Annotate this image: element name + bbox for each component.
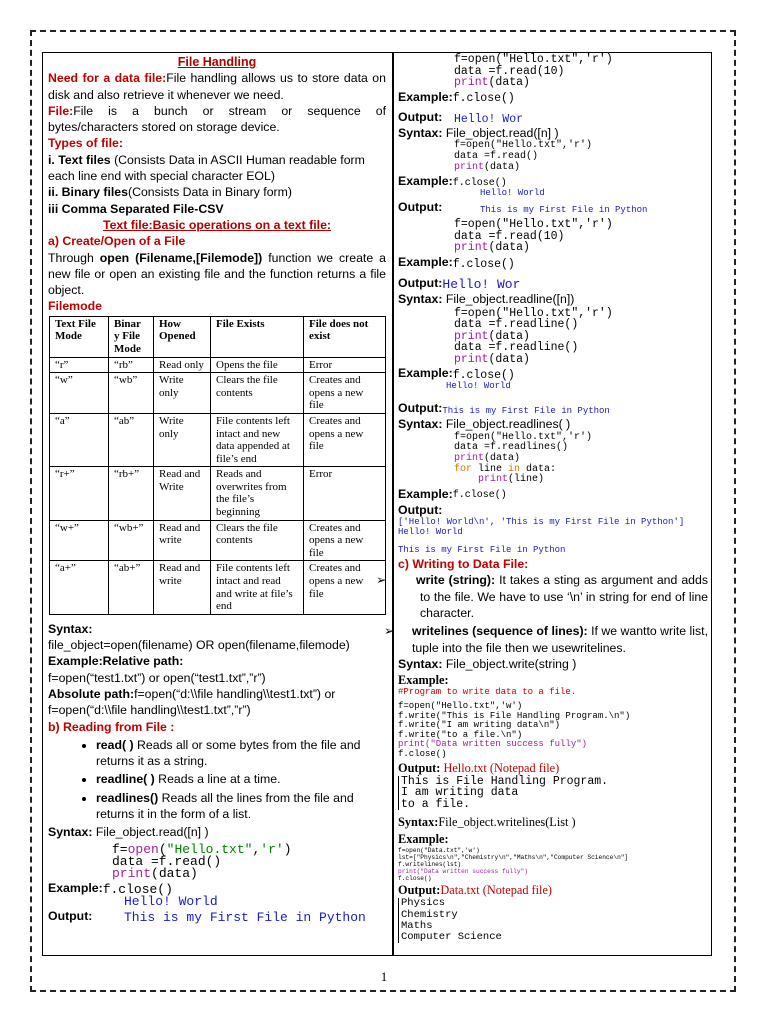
table-cell: Write only <box>154 373 211 414</box>
table-cell: Read only <box>154 357 211 373</box>
pointer-icon: ➢ <box>384 624 395 639</box>
table-row <box>50 520 386 561</box>
page-number: 1 <box>380 969 388 984</box>
example-row: Example: f.close() <box>398 89 515 106</box>
writing-heading: c) Writing to Data File: <box>398 557 529 572</box>
table-cell: Read and write <box>154 520 211 561</box>
write-description: ➢ write (string): It takes a sting as argument and adds to the file. We have to use ‘\n’ in string for end of line character. <box>376 573 708 620</box>
relative-path-label: Example:Relative path: <box>48 654 184 669</box>
output-line: ['Hello! World\n', 'This is my First File in Python'] <box>398 517 685 528</box>
table-header-row <box>50 316 386 357</box>
syntax-readline: Syntax: File_object.readline([n]) <box>398 292 575 307</box>
table-row <box>50 373 386 414</box>
read-code-block: f=open("Hello.txt",'r') data =f.read() print(data) <box>112 841 292 881</box>
output-line: Hello! World <box>446 380 511 391</box>
reading-methods-list <box>48 737 386 822</box>
file-paragraph: File:File is a bunch or stream or sequence of bytes/characters stored on storage device. <box>48 103 386 135</box>
type-binary-files: ii. Binary files(Consists Data in Binary form) <box>48 185 292 200</box>
table-cell: “rb” <box>109 357 154 373</box>
example-row: Example: f.close() <box>398 486 507 502</box>
list-item: • readlines() Reads all the lines from the file and returns it in the form of a list. <box>96 790 386 823</box>
table-cell: Creates and opens a new file <box>304 561 386 614</box>
output-line: This is my First File in Python <box>398 545 566 556</box>
table-cell: File contents left intact and new data appended at file’s end <box>211 413 304 466</box>
output-line: Hello! World <box>480 188 545 199</box>
table-row <box>50 561 386 614</box>
table-cell: “ab” <box>109 413 154 466</box>
table-cell: “wb” <box>109 373 154 414</box>
table-cell: “rb+” <box>109 467 154 520</box>
table-header: How Opened <box>154 316 211 357</box>
notepad-output: This is File Handling Program. I am writing data to a file. <box>398 776 708 811</box>
filemode-table <box>49 316 386 615</box>
read-example-row: Example: f.close() <box>48 880 173 897</box>
page-title: File Handling <box>177 55 257 69</box>
filemode-heading: Filemode <box>48 299 102 314</box>
code-comment: #Program to write data to a file. <box>398 687 577 698</box>
types-heading: Types of file: <box>48 136 123 151</box>
readlines-code-block: f=open("Hello.txt",'r') data =f.readlines() print(data) for line in data: print(line) <box>454 431 593 486</box>
syntax-write: Syntax: File_object.write(string ) <box>398 656 577 671</box>
write-output-heading: Output: Hello.txt (Notepad file) <box>398 760 560 775</box>
syntax-text: file_object=open(filename) OR open(filename,filemode) <box>48 638 350 653</box>
output-row: Output: This is my First File in Python <box>398 401 610 416</box>
create-open-heading: a) Create/Open of a File <box>48 234 186 249</box>
type-text-files: i. Text files (Consists Data in ASCII Human readable form each line end with special character EOL) <box>48 152 365 184</box>
table-cell: Creates and opens a new file <box>304 520 386 561</box>
read10-code-block-2: f=open("Hello.txt",'r') data =f.read(10) print(data) <box>454 218 613 255</box>
syntax-readlines: Syntax: File_object.readlines( ) <box>398 417 571 432</box>
output-row: Output: Hello! Wor <box>398 109 524 126</box>
table-cell: Error <box>304 357 386 373</box>
readline-code-block: f=open("Hello.txt",'r') data =f.readline() print(data) data =f.readline() print(data) <box>454 306 613 366</box>
write-example-label: Example: <box>398 673 449 688</box>
table-row <box>50 413 386 466</box>
read-syntax: Syntax: File_object.read([n] ) <box>48 825 209 840</box>
table-cell: Read and Write <box>154 467 211 520</box>
table-row <box>50 467 386 520</box>
read-output-line: Hello! World <box>124 893 218 909</box>
example-row: Example: f.close() <box>398 366 515 383</box>
example-row: Example: f.close() <box>398 254 515 271</box>
relative-path-text: f=open(“test1.txt”) or open(“test1.txt”,”r”) <box>48 670 266 685</box>
writelines-code-block: f=open("Data.txt",'w') lst=["Physics\n","Chemistry\n","Maths\n","Computer Science\n"] f.writelines(lst) print("Data written success fully") f.close() <box>398 847 629 882</box>
list-item: • read( ) Reads all or some bytes from the file and returns it as a string. <box>96 737 386 770</box>
table-cell: “w” <box>50 373 109 414</box>
table-cell: File contents left intact and read and write at file’s end <box>211 561 304 614</box>
column-divider <box>392 52 394 956</box>
type-csv: iii Comma Separated File-CSV <box>48 201 224 216</box>
table-cell: Creates and opens a new file <box>304 413 386 466</box>
table-cell: Creates and opens a new file <box>304 373 386 414</box>
writelines-description: ➢ writelines (sequence of lines): If we wantto write list, tuple into the file then we usewritelines. <box>384 624 708 655</box>
ops-title: Text file:Basic operations on a text file: <box>103 217 331 232</box>
output-line: Hello! World <box>398 526 463 537</box>
absolute-path-paragraph: Absolute path:f=open(“d:\\file handling\\test1.txt”) or f=open(“d:\\file handling\\test1.txt”,”r”) <box>48 687 336 718</box>
table-header: Binar y File Mode <box>109 316 154 357</box>
table-cell: Reads and overwrites from the file’s beginning <box>211 467 304 520</box>
table-cell: Clears the file contents <box>211 520 304 561</box>
reading-heading: b) Reading from File : <box>48 719 175 734</box>
table-cell: “a+” <box>50 561 109 614</box>
table-cell: “r+” <box>50 467 109 520</box>
table-cell: “wb+” <box>109 520 154 561</box>
read10-code-block: f=open("Hello.txt",'r') data =f.read(10) print(data) <box>454 53 613 89</box>
notepad-output: Physics Chemistry Maths Computer Science <box>398 898 708 943</box>
right-column <box>376 53 708 944</box>
pointer-icon: ➢ <box>376 573 387 588</box>
read-all-code-block: f=open("Hello.txt",'r') data =f.read() print(data) <box>454 140 593 173</box>
syntax-writelines: Syntax:File_object.writelines(List ) <box>398 815 576 830</box>
table-cell: Clears the file contents <box>211 373 304 414</box>
table-cell: Read and write <box>154 561 211 614</box>
list-item: • readline( ) Reads a line at a time. <box>96 771 386 787</box>
table-cell: “ab+” <box>109 561 154 614</box>
table-cell: “r” <box>50 357 109 373</box>
table-header: Text File Mode <box>50 316 109 357</box>
output-row: Output: This is my First File in Python <box>398 200 648 215</box>
read-output-row: Output: This is my First File in Python <box>48 908 366 926</box>
table-cell: Write only <box>154 413 211 466</box>
table-cell: “w+” <box>50 520 109 561</box>
need-paragraph: Need for a data file:File handling allows us to store data on disk and also retrieve it whenever we need. <box>48 71 386 102</box>
table-header: File Exists <box>211 316 304 357</box>
syntax-read: Syntax: File_object.read([n] ) <box>398 126 559 141</box>
output-row: Output: Hello! Wor <box>398 276 521 293</box>
writelines-example-label: Example: <box>398 831 449 846</box>
table-header: File does not exist <box>304 316 386 357</box>
table-cell: Error <box>304 467 386 520</box>
table-cell: Opens the file <box>211 357 304 373</box>
writelines-output-heading: Output:Data.txt (Notepad file) <box>398 883 553 897</box>
output-label: Output: <box>398 503 443 517</box>
through-paragraph: Through open (Filename,[Filemode]) function we create a new file or open an existing file and the function returns a file object. <box>48 250 387 298</box>
syntax-label: Syntax: <box>48 621 93 636</box>
write-code-block: f=open("Hello.txt",'w') f.write("This is File Handling Program.\n") f.write("I am writing data\n") f.write("to a file.\n") print("Data written success fully") f.close() <box>398 701 631 760</box>
example-row: Example: f.close() <box>398 174 507 189</box>
left-column <box>48 54 386 924</box>
table-cell: “a” <box>50 413 109 466</box>
table-row <box>50 357 386 373</box>
